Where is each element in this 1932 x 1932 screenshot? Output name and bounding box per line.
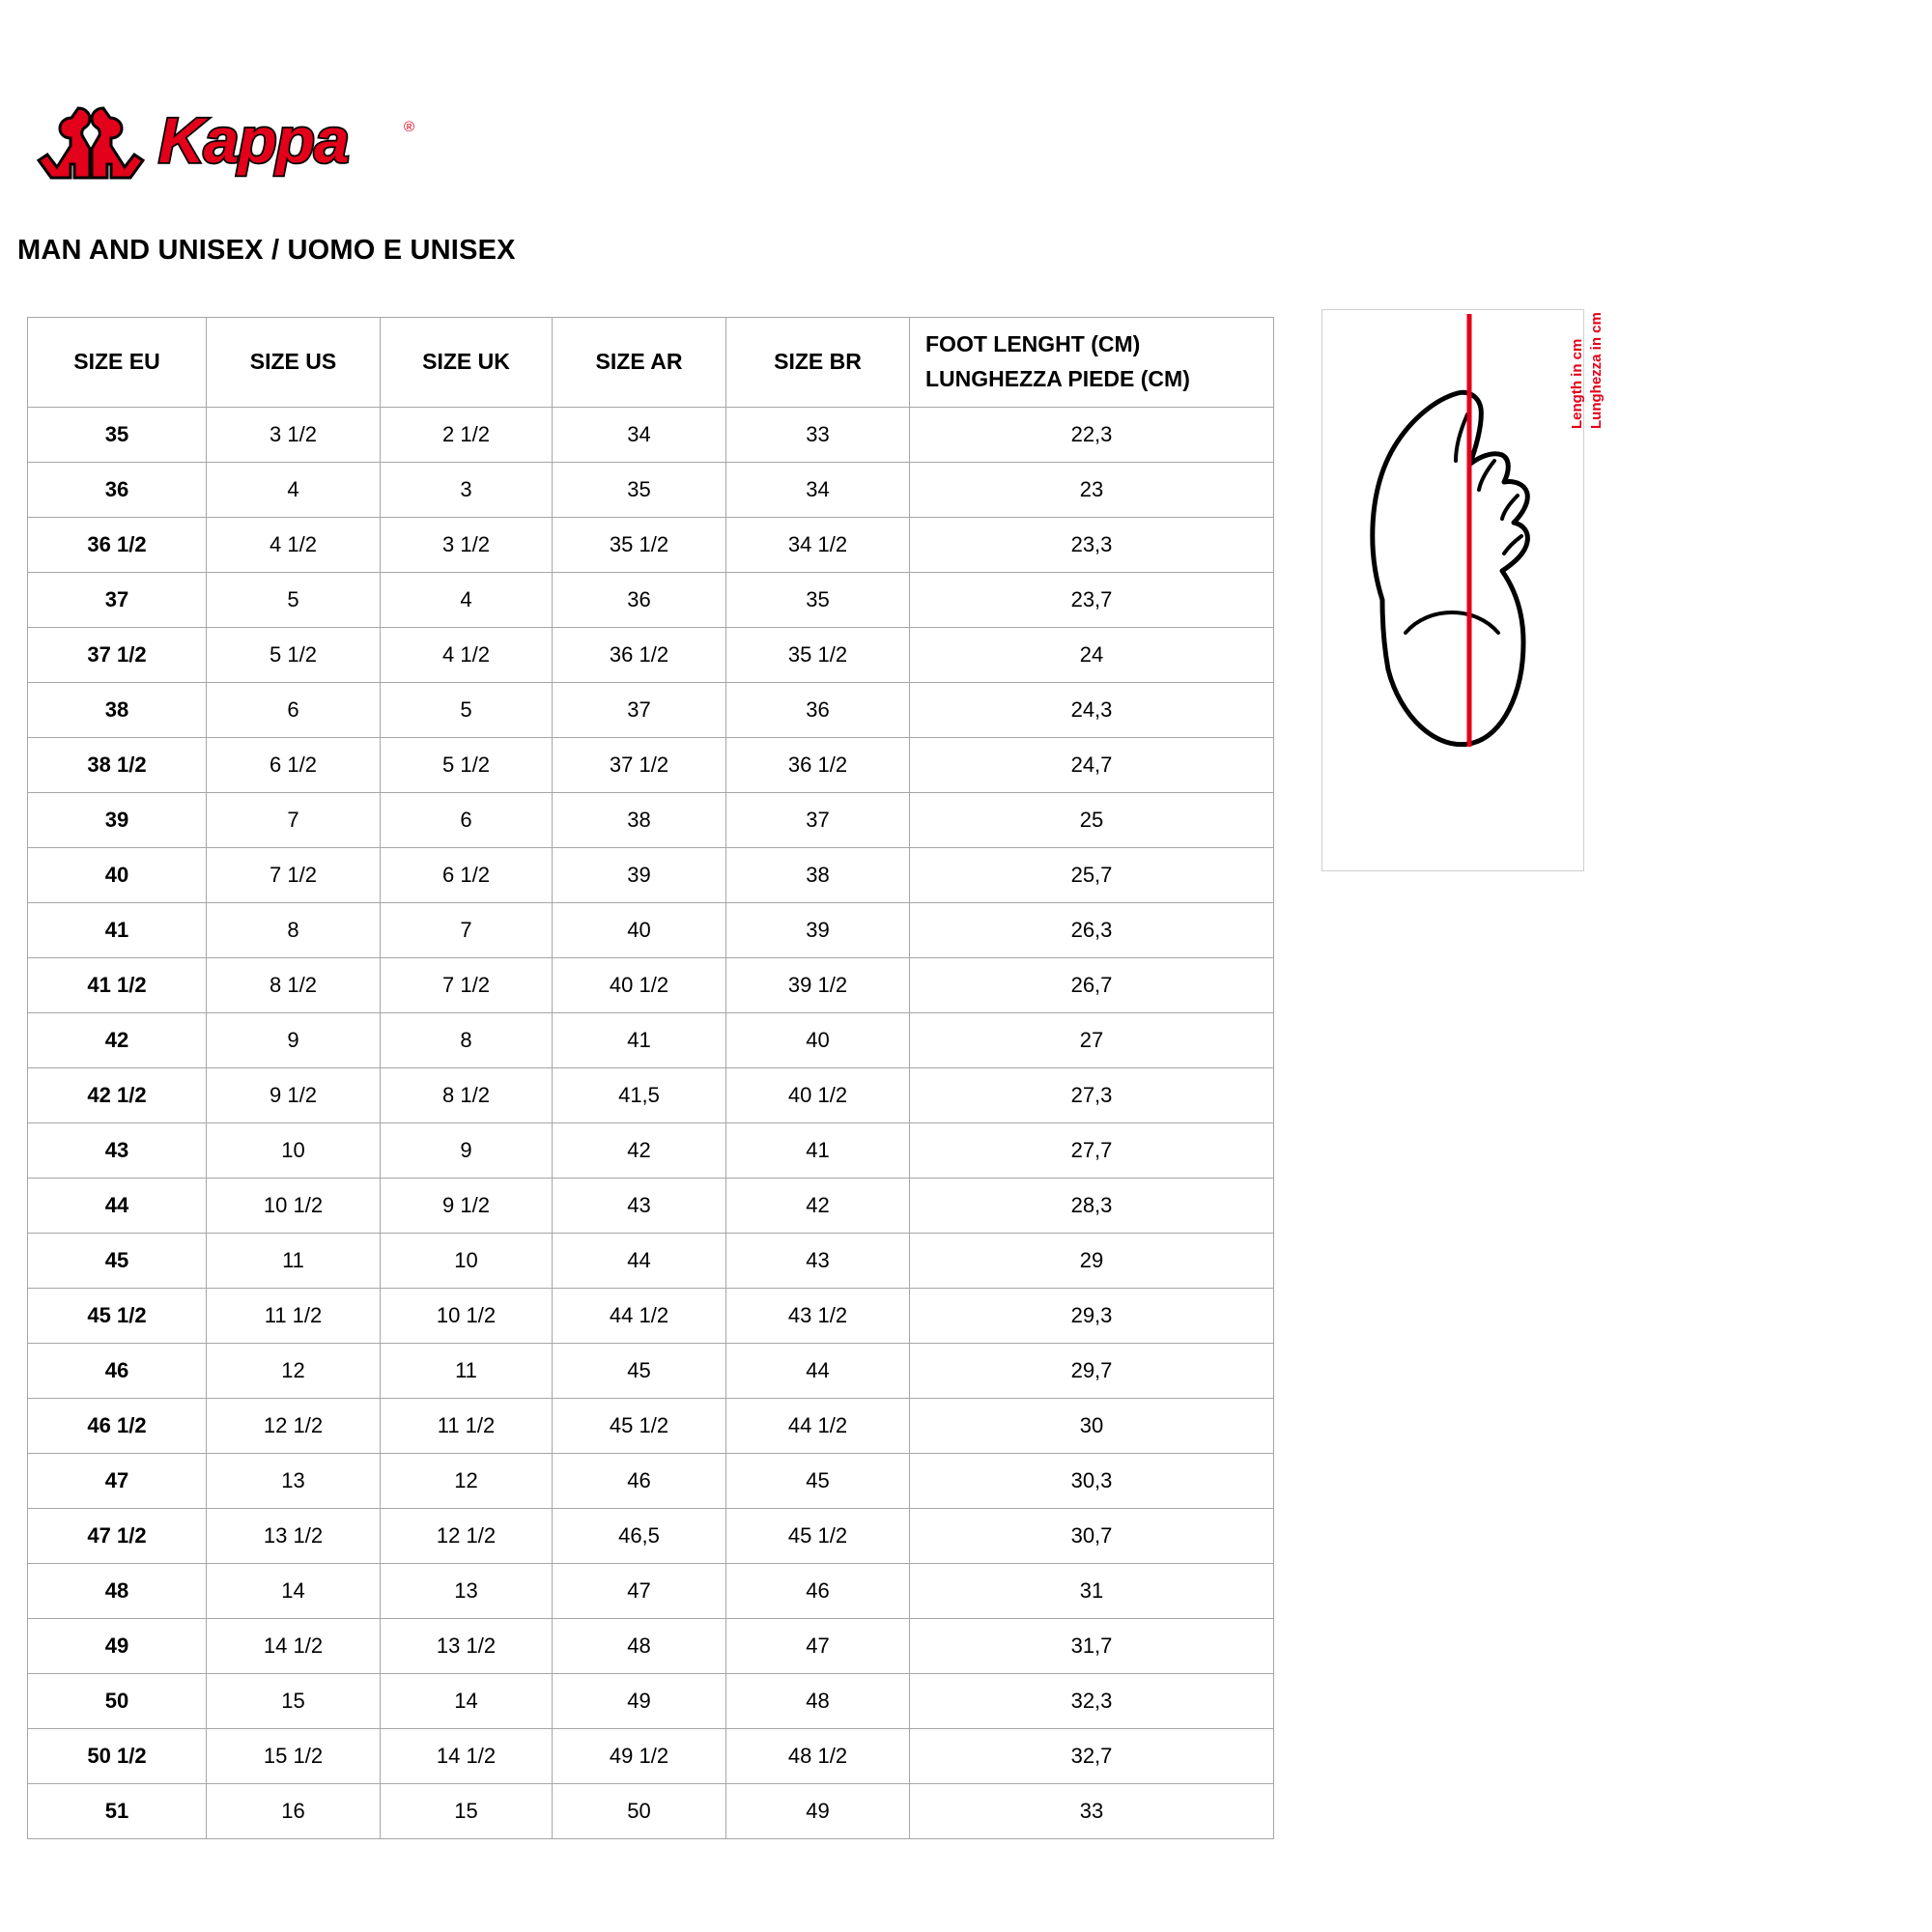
cell-foot-length: 30,7: [910, 1509, 1274, 1564]
cell-us: 10 1/2: [207, 1179, 381, 1234]
cell-uk: 5: [381, 683, 553, 738]
foot-length-label-it: Lunghezza in cm: [1588, 312, 1605, 429]
cell-br: 39 1/2: [726, 958, 910, 1013]
cell-br: 33: [726, 408, 910, 463]
cell-eu: 44: [28, 1179, 207, 1234]
cell-foot-length: 23: [910, 463, 1274, 518]
table-row: [28, 1729, 1274, 1784]
kappa-omini-icon: [39, 108, 143, 178]
cell-eu: 45: [28, 1234, 207, 1289]
cell-uk: 8: [381, 1013, 553, 1068]
col-header-size-us: SIZE US: [207, 318, 381, 408]
col-header-size-eu: SIZE EU: [28, 318, 207, 408]
kappa-logo: [15, 104, 527, 180]
cell-eu: 50 1/2: [28, 1729, 207, 1784]
cell-uk: 3 1/2: [381, 518, 553, 573]
cell-uk: 13 1/2: [381, 1619, 553, 1674]
cell-ar: 48: [553, 1619, 726, 1674]
cell-eu: 49: [28, 1619, 207, 1674]
col-header-foot-length: [910, 318, 1274, 408]
cell-br: 38: [726, 848, 910, 903]
table-row: [28, 903, 1274, 958]
cell-br: 40 1/2: [726, 1068, 910, 1123]
cell-us: 9: [207, 1013, 381, 1068]
cell-eu: 48: [28, 1564, 207, 1619]
cell-eu: 41 1/2: [28, 958, 207, 1013]
cell-ar: 49 1/2: [553, 1729, 726, 1784]
cell-uk: 6: [381, 793, 553, 848]
size-table-container: [27, 317, 1273, 1839]
col-header-size-br: SIZE BR: [726, 318, 910, 408]
cell-ar: 41: [553, 1013, 726, 1068]
cell-foot-length: 27,3: [910, 1068, 1274, 1123]
cell-ar: 40 1/2: [553, 958, 726, 1013]
table-row: [28, 1619, 1274, 1674]
cell-uk: 12 1/2: [381, 1509, 553, 1564]
cell-br: 45: [726, 1454, 910, 1509]
cell-foot-length: 28,3: [910, 1179, 1274, 1234]
table-row: [28, 1344, 1274, 1399]
cell-us: 14 1/2: [207, 1619, 381, 1674]
cell-us: 14: [207, 1564, 381, 1619]
table-row: [28, 1399, 1274, 1454]
size-chart-table: [27, 317, 1274, 1839]
cell-uk: 7 1/2: [381, 958, 553, 1013]
table-row: [28, 1179, 1274, 1234]
cell-ar: 36 1/2: [553, 628, 726, 683]
table-row: [28, 1454, 1274, 1509]
cell-ar: 47: [553, 1564, 726, 1619]
cell-foot-length: 24,7: [910, 738, 1274, 793]
cell-us: 6 1/2: [207, 738, 381, 793]
table-row: [28, 1674, 1274, 1729]
cell-uk: 15: [381, 1784, 553, 1839]
cell-ar: 40: [553, 903, 726, 958]
cell-ar: 44 1/2: [553, 1289, 726, 1344]
cell-br: 34 1/2: [726, 518, 910, 573]
cell-ar: 42: [553, 1123, 726, 1179]
cell-eu: 38 1/2: [28, 738, 207, 793]
svg-text:Kappa: Kappa: [158, 104, 349, 176]
cell-foot-length: 25,7: [910, 848, 1274, 903]
page-title: MAN AND UNISEX / UOMO E UNISEX: [17, 235, 516, 266]
table-header: [28, 318, 1274, 408]
cell-eu: 41: [28, 903, 207, 958]
cell-foot-length: 26,7: [910, 958, 1274, 1013]
col-header-foot-length-en: FOOT LENGHT (CM): [925, 331, 1141, 357]
cell-ar: 38: [553, 793, 726, 848]
cell-br: 34: [726, 463, 910, 518]
table-row: [28, 408, 1274, 463]
cell-foot-length: 31,7: [910, 1619, 1274, 1674]
cell-br: 48 1/2: [726, 1729, 910, 1784]
cell-us: 8 1/2: [207, 958, 381, 1013]
cell-ar: 35 1/2: [553, 518, 726, 573]
cell-eu: 46 1/2: [28, 1399, 207, 1454]
cell-ar: 39: [553, 848, 726, 903]
cell-us: 7 1/2: [207, 848, 381, 903]
cell-uk: 10 1/2: [381, 1289, 553, 1344]
cell-ar: 41,5: [553, 1068, 726, 1123]
toe-line-2: [1479, 461, 1494, 490]
cell-br: 35 1/2: [726, 628, 910, 683]
cell-uk: 12: [381, 1454, 553, 1509]
cell-foot-length: 32,7: [910, 1729, 1274, 1784]
cell-uk: 9: [381, 1123, 553, 1179]
cell-br: 36: [726, 683, 910, 738]
cell-foot-length: 29,3: [910, 1289, 1274, 1344]
cell-foot-length: 27,7: [910, 1123, 1274, 1179]
col-header-size-ar: SIZE AR: [553, 318, 726, 408]
cell-foot-length: 25: [910, 793, 1274, 848]
cell-us: 10: [207, 1123, 381, 1179]
cell-ar: 36: [553, 573, 726, 628]
cell-uk: 8 1/2: [381, 1068, 553, 1123]
table-row: [28, 1509, 1274, 1564]
cell-foot-length: 26,3: [910, 903, 1274, 958]
cell-ar: 45: [553, 1344, 726, 1399]
cell-eu: 47: [28, 1454, 207, 1509]
cell-us: 16: [207, 1784, 381, 1839]
cell-br: 47: [726, 1619, 910, 1674]
cell-us: 4: [207, 463, 381, 518]
cell-us: 15 1/2: [207, 1729, 381, 1784]
cell-us: 6: [207, 683, 381, 738]
cell-ar: 43: [553, 1179, 726, 1234]
table-row: [28, 848, 1274, 903]
kappa-wordmark: [158, 104, 414, 176]
cell-ar: 46: [553, 1454, 726, 1509]
cell-eu: 43: [28, 1123, 207, 1179]
cell-foot-length: 24: [910, 628, 1274, 683]
cell-us: 8: [207, 903, 381, 958]
cell-br: 42: [726, 1179, 910, 1234]
svg-text:®: ®: [404, 119, 415, 135]
cell-uk: 11: [381, 1344, 553, 1399]
cell-eu: 36 1/2: [28, 518, 207, 573]
col-header-foot-length-it: LUNGHEZZA PIEDE (CM): [925, 366, 1190, 391]
cell-uk: 11 1/2: [381, 1399, 553, 1454]
cell-foot-length: 33: [910, 1784, 1274, 1839]
cell-uk: 13: [381, 1564, 553, 1619]
cell-foot-length: 32,3: [910, 1674, 1274, 1729]
cell-eu: 35: [28, 408, 207, 463]
cell-uk: 9 1/2: [381, 1179, 553, 1234]
table-row: [28, 1784, 1274, 1839]
table-header-row: [28, 318, 1274, 408]
cell-eu: 36: [28, 463, 207, 518]
cell-foot-length: 30: [910, 1399, 1274, 1454]
cell-uk: 4 1/2: [381, 628, 553, 683]
cell-ar: 37 1/2: [553, 738, 726, 793]
cell-uk: 14: [381, 1674, 553, 1729]
cell-us: 11: [207, 1234, 381, 1289]
cell-br: 37: [726, 793, 910, 848]
cell-ar: 45 1/2: [553, 1399, 726, 1454]
table-row: [28, 958, 1274, 1013]
toe-line-3: [1502, 496, 1518, 519]
cell-ar: 49: [553, 1674, 726, 1729]
cell-uk: 4: [381, 573, 553, 628]
cell-br: 44: [726, 1344, 910, 1399]
foot-outline-path: [1373, 392, 1528, 744]
cell-foot-length: 22,3: [910, 408, 1274, 463]
table-row: [28, 683, 1274, 738]
table-body: [28, 408, 1274, 1839]
cell-foot-length: 29: [910, 1234, 1274, 1289]
cell-eu: 37 1/2: [28, 628, 207, 683]
toe-line-4: [1504, 536, 1521, 554]
table-row: [28, 1123, 1274, 1179]
cell-foot-length: 31: [910, 1564, 1274, 1619]
table-row: [28, 628, 1274, 683]
cell-eu: 47 1/2: [28, 1509, 207, 1564]
cell-eu: 40: [28, 848, 207, 903]
cell-us: 11 1/2: [207, 1289, 381, 1344]
cell-eu: 42 1/2: [28, 1068, 207, 1123]
toe-line-1: [1456, 414, 1467, 461]
cell-uk: 7: [381, 903, 553, 958]
cell-eu: 45 1/2: [28, 1289, 207, 1344]
cell-ar: 34: [553, 408, 726, 463]
cell-us: 7: [207, 793, 381, 848]
table-row: [28, 1564, 1274, 1619]
cell-br: 43: [726, 1234, 910, 1289]
col-header-size-uk: SIZE UK: [381, 318, 553, 408]
cell-br: 44 1/2: [726, 1399, 910, 1454]
cell-br: 41: [726, 1123, 910, 1179]
cell-br: 35: [726, 573, 910, 628]
foot-diagram: [1321, 309, 1584, 871]
cell-us: 5: [207, 573, 381, 628]
cell-uk: 5 1/2: [381, 738, 553, 793]
cell-br: 43 1/2: [726, 1289, 910, 1344]
cell-ar: 44: [553, 1234, 726, 1289]
cell-eu: 51: [28, 1784, 207, 1839]
cell-eu: 50: [28, 1674, 207, 1729]
table-row: [28, 738, 1274, 793]
cell-eu: 39: [28, 793, 207, 848]
cell-uk: 10: [381, 1234, 553, 1289]
cell-us: 13 1/2: [207, 1509, 381, 1564]
cell-br: 40: [726, 1013, 910, 1068]
cell-eu: 46: [28, 1344, 207, 1399]
foot-arch-line: [1406, 612, 1498, 633]
cell-foot-length: 23,7: [910, 573, 1274, 628]
cell-ar: 37: [553, 683, 726, 738]
table-row: [28, 1013, 1274, 1068]
foot-length-label-en: Length in cm: [1569, 338, 1585, 429]
cell-uk: 6 1/2: [381, 848, 553, 903]
cell-us: 15: [207, 1674, 381, 1729]
cell-br: 46: [726, 1564, 910, 1619]
cell-foot-length: 29,7: [910, 1344, 1274, 1399]
table-row: [28, 518, 1274, 573]
cell-us: 4 1/2: [207, 518, 381, 573]
cell-uk: 2 1/2: [381, 408, 553, 463]
cell-foot-length: 24,3: [910, 683, 1274, 738]
table-row: [28, 463, 1274, 518]
table-row: [28, 1234, 1274, 1289]
table-row: [28, 793, 1274, 848]
cell-uk: 14 1/2: [381, 1729, 553, 1784]
cell-br: 48: [726, 1674, 910, 1729]
cell-eu: 37: [28, 573, 207, 628]
cell-us: 12 1/2: [207, 1399, 381, 1454]
table-row: [28, 1289, 1274, 1344]
cell-uk: 3: [381, 463, 553, 518]
cell-foot-length: 23,3: [910, 518, 1274, 573]
table-row: [28, 1068, 1274, 1123]
foot-length-label: [1553, 313, 1669, 458]
cell-us: 13: [207, 1454, 381, 1509]
cell-foot-length: 30,3: [910, 1454, 1274, 1509]
cell-us: 3 1/2: [207, 408, 381, 463]
cell-eu: 42: [28, 1013, 207, 1068]
cell-us: 9 1/2: [207, 1068, 381, 1123]
table-row: [28, 573, 1274, 628]
cell-ar: 35: [553, 463, 726, 518]
cell-br: 45 1/2: [726, 1509, 910, 1564]
cell-br: 39: [726, 903, 910, 958]
cell-br: 36 1/2: [726, 738, 910, 793]
cell-us: 5 1/2: [207, 628, 381, 683]
cell-us: 12: [207, 1344, 381, 1399]
cell-ar: 46,5: [553, 1509, 726, 1564]
cell-br: 49: [726, 1784, 910, 1839]
cell-ar: 50: [553, 1784, 726, 1839]
cell-eu: 38: [28, 683, 207, 738]
cell-foot-length: 27: [910, 1013, 1274, 1068]
